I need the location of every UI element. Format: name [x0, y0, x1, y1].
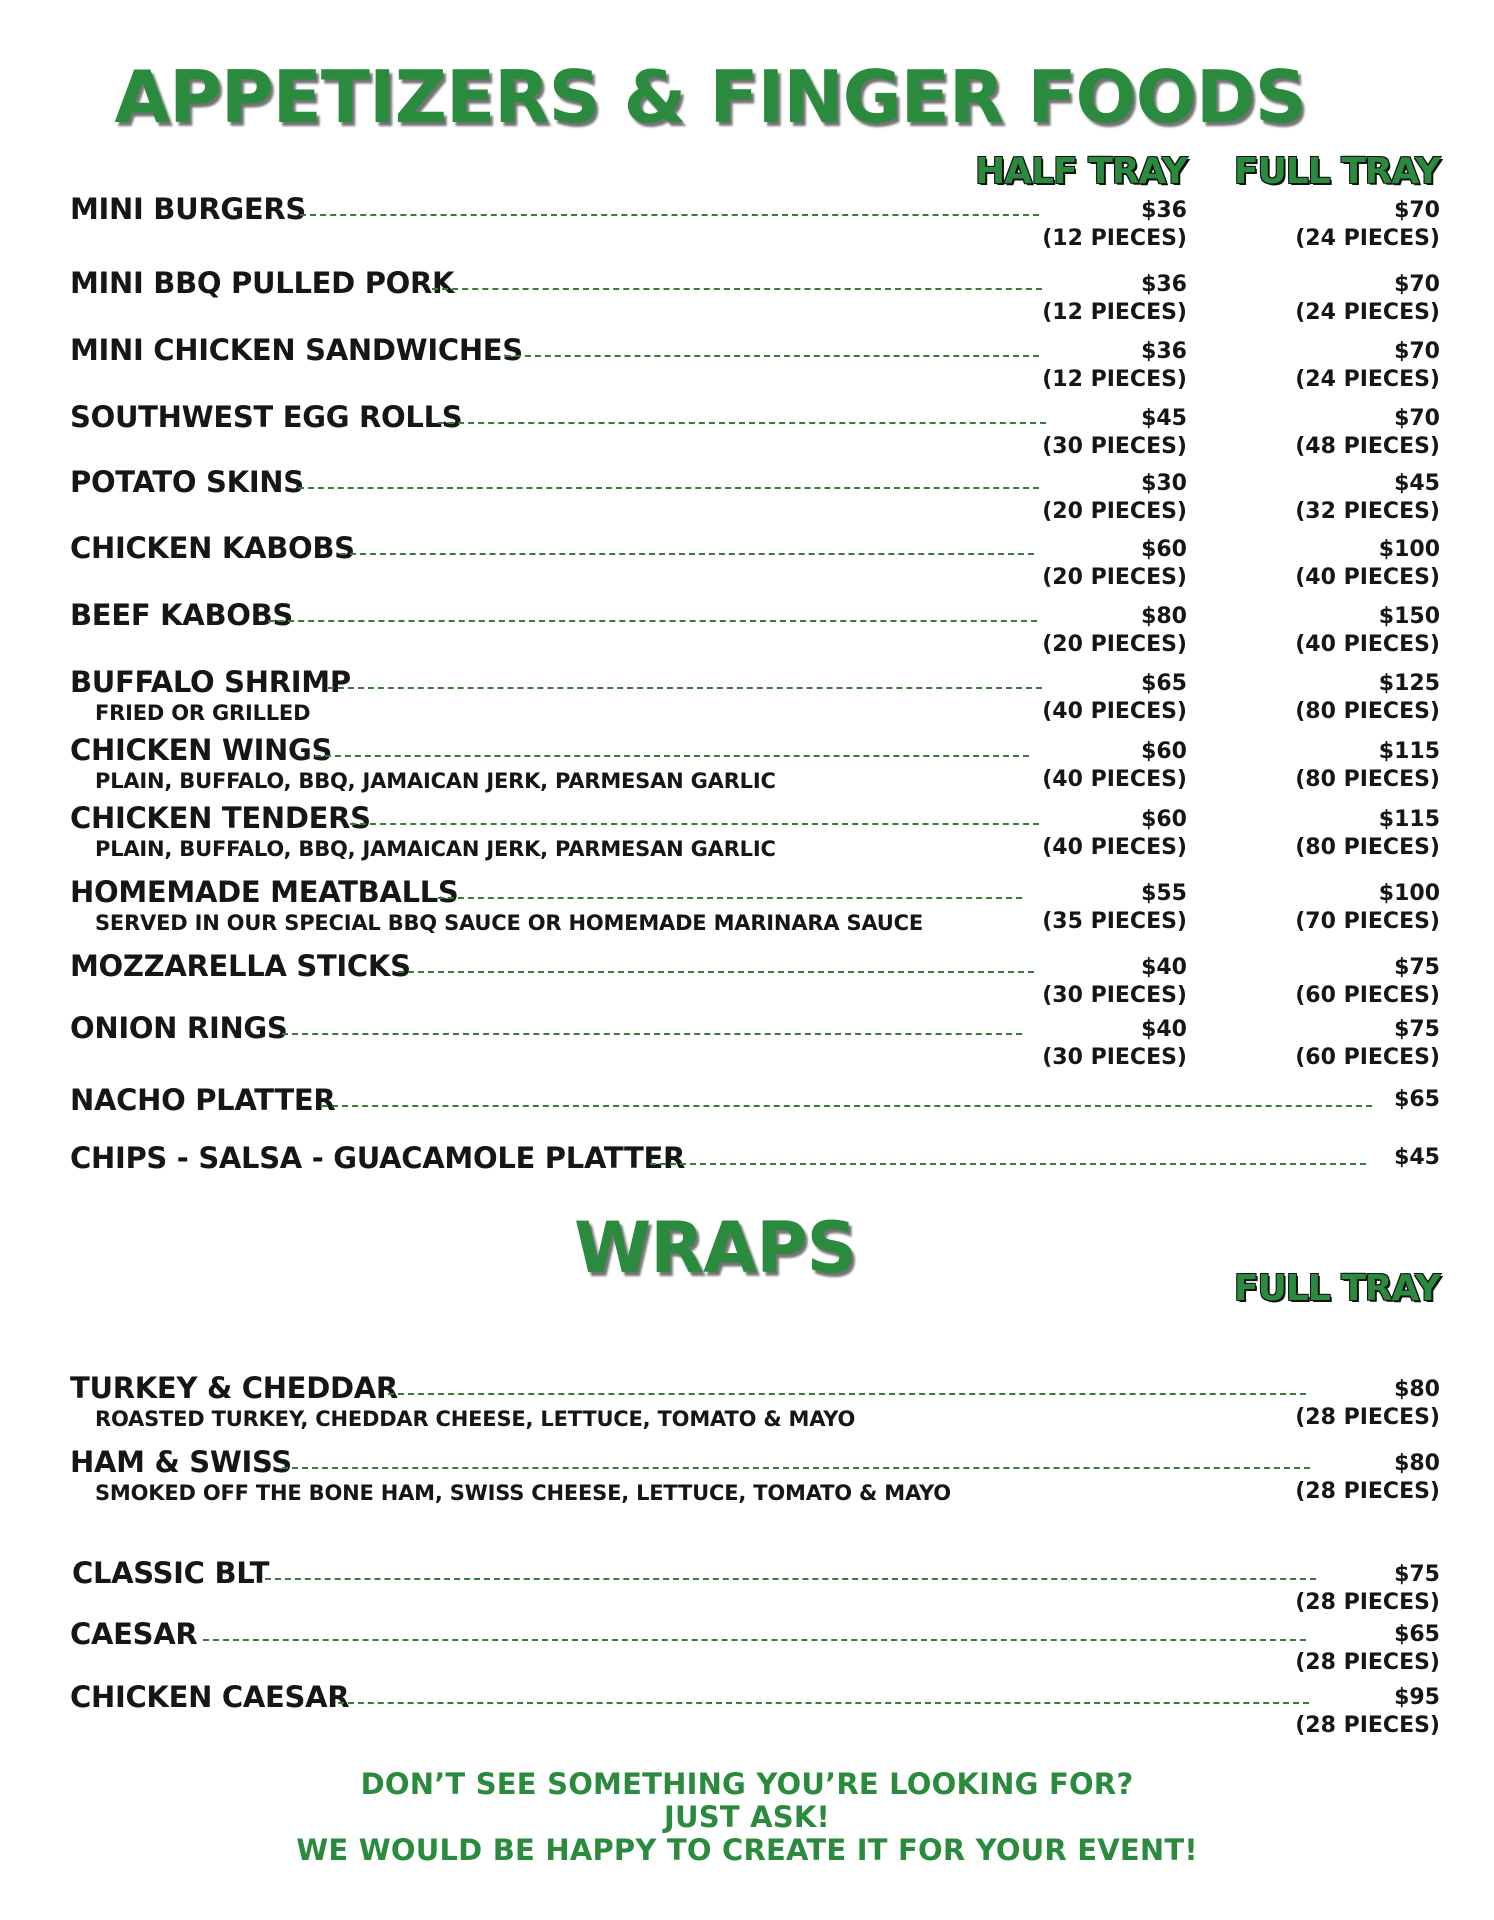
- menu-item: [0, 1010, 1494, 1070]
- dot-leader: [398, 971, 1034, 973]
- menu-item: [0, 464, 1494, 524]
- menu-item: [0, 265, 1494, 325]
- item-name: CHICKEN KABOBS: [70, 531, 355, 565]
- dot-leader: [298, 487, 1039, 489]
- dot-leader: [265, 1578, 1316, 1580]
- dot-leader: [268, 620, 1037, 622]
- half-tray-price: $45 (30 PIECES): [1042, 406, 1187, 459]
- item-description: PLAIN, BUFFALO, BBQ, JAMAICAN JERK, PARMESAN GARLIC: [95, 769, 776, 793]
- wrap-item: [0, 1616, 1494, 1676]
- full-tray-price: $70 (24 PIECES): [1295, 339, 1440, 392]
- dot-leader: [438, 897, 1022, 899]
- item-name: CHICKEN CAESAR: [70, 1680, 350, 1714]
- wrap-price: $80 (28 PIECES): [1295, 1451, 1440, 1504]
- menu-item: [0, 664, 1494, 724]
- item-name: TURKEY & CHEDDAR: [70, 1371, 398, 1405]
- item-name: SOUTHWEST EGG ROLLS: [70, 400, 463, 434]
- item-name: CHICKEN WINGS: [70, 733, 333, 767]
- half-tray-price: $36 (12 PIECES): [1042, 272, 1187, 325]
- footer-line-2: JUST ASK!: [664, 1800, 830, 1834]
- half-tray-price: $40 (30 PIECES): [1042, 1017, 1187, 1070]
- wrap-price: $95 (28 PIECES): [1295, 1685, 1440, 1738]
- item-name: HAM & SWISS: [70, 1445, 292, 1479]
- item-description: SMOKED OFF THE BONE HAM, SWISS CHEESE, LETTUCE, TOMATO & MAYO: [95, 1481, 951, 1505]
- half-tray-price: $55 (35 PIECES): [1042, 881, 1187, 934]
- menu-item: [0, 399, 1494, 459]
- footer-line-3: WE WOULD BE HAPPY TO CREATE IT FOR YOUR EVENT!: [296, 1833, 1198, 1867]
- item-description: ROASTED TURKEY, CHEDDAR CHEESE, LETTUCE, TOMATO & MAYO: [95, 1407, 856, 1431]
- dot-leader: [338, 1702, 1309, 1704]
- item-name: CHICKEN TENDERS: [70, 801, 371, 835]
- footer-message: [0, 1768, 1494, 1867]
- footer-line-1: DON’T SEE SOMETHING YOU’RE LOOKING FOR?: [360, 1767, 1134, 1801]
- item-description: FRIED OR GRILLED: [95, 701, 311, 725]
- dot-leader: [328, 687, 1042, 689]
- half-tray-price: $36 (12 PIECES): [1042, 339, 1187, 392]
- appetizers-title: APPETIZERS & FINGER FOODS: [114, 55, 1306, 139]
- half-tray-price: $60 (40 PIECES): [1042, 739, 1187, 792]
- full-tray-price: $75 (60 PIECES): [1295, 955, 1440, 1008]
- dot-leader: [650, 1163, 1366, 1165]
- full-tray-price: $70 (48 PIECES): [1295, 406, 1440, 459]
- half-tray-price: $80 (20 PIECES): [1042, 604, 1187, 657]
- menu-item: [0, 874, 1494, 934]
- item-name: BUFFALO SHRIMP: [70, 665, 351, 699]
- wrap-price: $75 (28 PIECES): [1295, 1562, 1440, 1615]
- half-tray-price: $65 (40 PIECES): [1042, 671, 1187, 724]
- dot-leader: [282, 1467, 1310, 1469]
- half-tray-price: $36 (12 PIECES): [1042, 198, 1187, 251]
- menu-item: [0, 597, 1494, 657]
- wrap-item: [0, 1679, 1494, 1739]
- menu-item: [0, 332, 1494, 392]
- full-tray-price: $75 (60 PIECES): [1295, 1017, 1440, 1070]
- dot-leader: [322, 1105, 1372, 1107]
- wraps-full-tray-header: FULL TRAY: [1234, 1268, 1440, 1309]
- platter-item: [0, 1082, 1494, 1142]
- dot-leader: [340, 553, 1034, 555]
- full-tray-price: $70 (24 PIECES): [1295, 272, 1440, 325]
- item-name: MINI BBQ PULLED PORK: [70, 266, 455, 300]
- full-tray-price: $45 (32 PIECES): [1295, 471, 1440, 524]
- wrap-item: [0, 1444, 1494, 1504]
- item-name: CAESAR: [70, 1617, 198, 1651]
- full-tray-price: $70 (24 PIECES): [1295, 198, 1440, 251]
- full-tray-header: FULL TRAY: [1234, 151, 1440, 192]
- item-name: MINI BURGERS: [70, 192, 307, 226]
- dot-leader: [438, 422, 1046, 424]
- wrap-item: [0, 1555, 1494, 1615]
- platter-price: $65: [1394, 1087, 1440, 1112]
- wrap-item: [0, 1370, 1494, 1430]
- dot-leader: [282, 1033, 1022, 1035]
- menu-item: [0, 530, 1494, 590]
- half-tray-price: $60 (40 PIECES): [1042, 807, 1187, 860]
- full-tray-price: $125 (80 PIECES): [1295, 671, 1440, 724]
- dot-leader: [315, 755, 1029, 757]
- dot-leader: [432, 288, 1042, 290]
- item-name: MINI CHICKEN SANDWICHES: [70, 333, 523, 367]
- wrap-price: $80 (28 PIECES): [1295, 1377, 1440, 1430]
- half-tray-price: $40 (30 PIECES): [1042, 955, 1187, 1008]
- item-name: MOZZARELLA STICKS: [70, 949, 411, 983]
- menu-item: [0, 948, 1494, 1008]
- wraps-title: WRAPS: [573, 1207, 856, 1289]
- platter-item: [0, 1140, 1494, 1200]
- wrap-price: $65 (28 PIECES): [1295, 1622, 1440, 1675]
- full-tray-price: $100 (70 PIECES): [1295, 881, 1440, 934]
- item-name: CLASSIC BLT: [72, 1556, 270, 1590]
- item-description: SERVED IN OUR SPECIAL BBQ SAUCE OR HOMEMADE MARINARA SAUCE: [95, 911, 924, 935]
- full-tray-price: $150 (40 PIECES): [1295, 604, 1440, 657]
- dot-leader: [203, 1639, 1306, 1641]
- item-name: BEEF KABOBS: [70, 598, 293, 632]
- item-name: HOMEMADE MEATBALLS: [70, 875, 459, 909]
- half-tray-price: $30 (20 PIECES): [1042, 471, 1187, 524]
- item-name: CHIPS - SALSA - GUACAMOLE PLATTER: [70, 1141, 686, 1175]
- dot-leader: [388, 1393, 1306, 1395]
- menu-item: [0, 732, 1494, 792]
- full-tray-price: $115 (80 PIECES): [1295, 739, 1440, 792]
- dot-leader: [505, 355, 1039, 357]
- platter-price: $45: [1394, 1145, 1440, 1170]
- half-tray-header: HALF TRAY: [975, 151, 1187, 192]
- dot-leader: [300, 214, 1039, 216]
- half-tray-price: $60 (20 PIECES): [1042, 537, 1187, 590]
- item-description: PLAIN, BUFFALO, BBQ, JAMAICAN JERK, PARMESAN GARLIC: [95, 837, 776, 861]
- full-tray-price: $115 (80 PIECES): [1295, 807, 1440, 860]
- item-name: ONION RINGS: [70, 1011, 288, 1045]
- full-tray-price: $100 (40 PIECES): [1295, 537, 1440, 590]
- item-name: NACHO PLATTER: [70, 1083, 336, 1117]
- item-name: POTATO SKINS: [70, 465, 304, 499]
- dot-leader: [350, 823, 1039, 825]
- menu-item: [0, 191, 1494, 251]
- menu-item: [0, 800, 1494, 860]
